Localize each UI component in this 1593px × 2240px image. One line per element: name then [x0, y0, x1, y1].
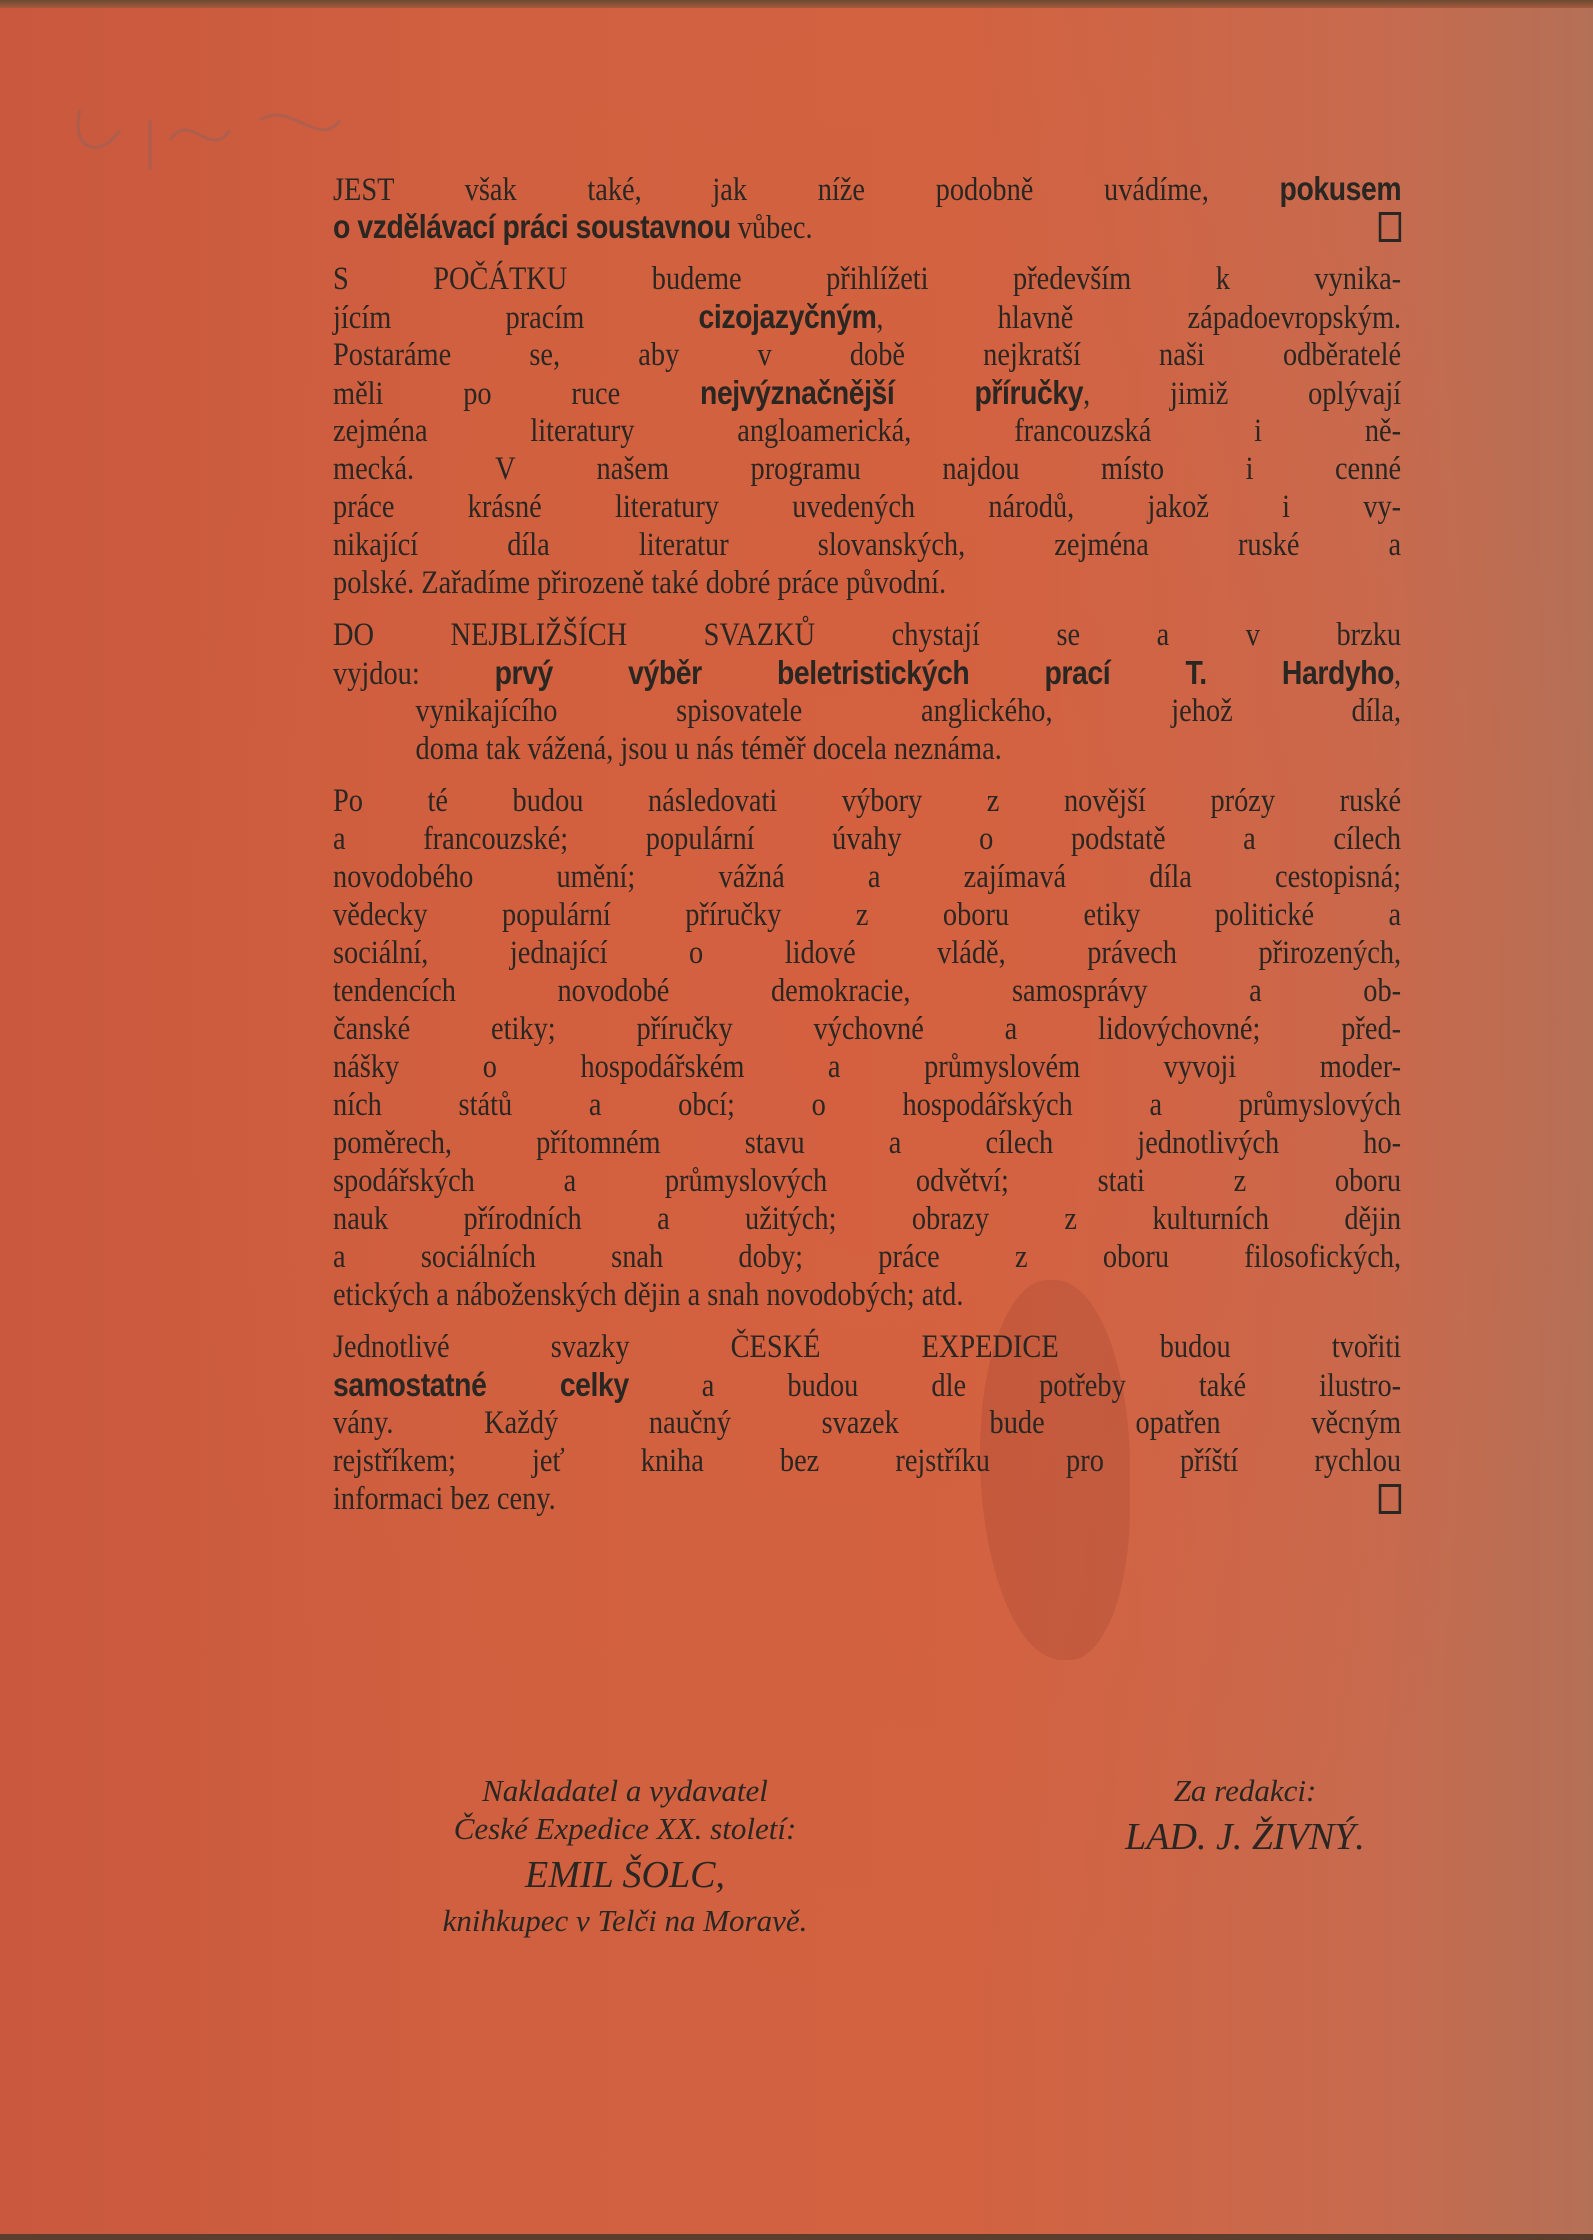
text-line [333, 616, 1401, 654]
text-line [333, 820, 1401, 858]
text-run: DO NEJBLIŽŠÍCH SVAZKŮ chystají se a v brzku [333, 617, 1402, 653]
text-run: sociální, jednající o lidové vládě, právech přirozených, [333, 935, 1402, 971]
text-line [333, 934, 1401, 972]
text-line [333, 972, 1401, 1010]
text-line [333, 1124, 1401, 1162]
text-run: a budou dle potřeby také ilustro- [628, 1368, 1402, 1404]
text-run: doma tak vážená, jsou u nás téměř docela neznáma. [415, 731, 1002, 767]
paper-bottom-edge [0, 2234, 1593, 2240]
paragraph-jednotlive [333, 1328, 1401, 1518]
text-line [333, 1442, 1401, 1480]
paragraph-s-pocatku [333, 260, 1401, 602]
text-run: nášky o hospodářském a průmyslovém vyvoji moder- [333, 1049, 1402, 1085]
text-line [333, 526, 1401, 564]
text-line [333, 782, 1401, 820]
text-line [333, 1238, 1401, 1276]
text-line [333, 208, 1401, 246]
text-run: zejména literatury angloamerická, francouzská i ně- [333, 413, 1402, 449]
paragraph-do-nejblizsich [333, 616, 1401, 768]
text-line [333, 1328, 1401, 1366]
text-line [333, 412, 1401, 450]
text-line [333, 374, 1401, 412]
text-run: etických a náboženských dějin a snah novodobých; atd. [333, 1277, 964, 1313]
text-run: nikající díla literatur slovanských, zejména ruské a [333, 527, 1402, 563]
text-line [333, 1276, 1401, 1314]
paragraph-po-te [333, 782, 1401, 1314]
text-run: Po té budou následovati výbory z novější prózy ruské [333, 783, 1402, 819]
text-line [333, 1480, 1401, 1518]
text-run: vědecky populární příručky z oboru etiky politické a [333, 897, 1402, 933]
text-line [333, 1366, 1401, 1404]
text-line [333, 858, 1401, 896]
text-run: , jimiž oplývají [1083, 376, 1402, 412]
bold-phrase: nejvýznačnější příručky [700, 374, 1084, 411]
text-line [333, 730, 1401, 768]
text-run: Jednotlivé svazky ČESKÉ EXPEDICE budou tvořiti [333, 1329, 1402, 1365]
text-line [333, 170, 1401, 208]
text-run: a francouzské; populární úvahy o podstatě a cílech [333, 821, 1402, 857]
text-run: polské. Zařadíme přirozeně také dobré práce původní. [333, 565, 947, 601]
text-run: jícím pracím [333, 300, 699, 336]
text-line [333, 896, 1401, 934]
bold-phrase: prvý výběr beletristických prací T. Hardyho [494, 654, 1395, 691]
text-line [333, 260, 1401, 298]
publisher-line-1: Nakladatel a vydavatel [482, 1773, 768, 1808]
text-line [333, 336, 1401, 374]
text-run: a sociálních snah doby; práce z oboru filosofických, [333, 1239, 1402, 1275]
text-line [333, 654, 1401, 692]
text-run: , hlavně západoevropským. [876, 300, 1402, 336]
text-run: informaci bez ceny. [333, 1481, 556, 1517]
text-line [333, 1162, 1401, 1200]
publisher-line-3: knihkupec v Telči na Moravě. [442, 1903, 808, 1938]
text-run: poměrech, přítomném stavu a cílech jednotlivých ho- [333, 1125, 1402, 1161]
text-run: mecká. V našem programu najdou místo i cenné [333, 451, 1402, 487]
text-run: spodářských a průmyslových odvětví; stati z oboru [333, 1163, 1402, 1199]
paragraph-intro [333, 170, 1401, 246]
main-text [333, 170, 1402, 1532]
text-run: vyjdou: [333, 656, 495, 692]
text-run: rejstříkem; jeť kniha bez rejstříku pro příští rychlou [333, 1443, 1402, 1479]
text-line [333, 450, 1401, 488]
text-run: S POČÁTKU budeme přihlížeti především k vynika- [333, 261, 1402, 297]
publisher-signature [345, 1772, 905, 1940]
publisher-name: EMIL ŠOLC, [525, 1854, 725, 1896]
text-line [333, 298, 1401, 336]
text-run: nauk přírodních a užitých; obrazy z kulturních dějin [333, 1201, 1402, 1237]
bold-phrase: cizojazyčným [698, 298, 877, 335]
text-run: měli po ruce [333, 376, 701, 412]
pencil-marks [40, 90, 360, 180]
editor-signature [1055, 1772, 1435, 1864]
text-run: čanské etiky; příručky výchovné a lidovýchovné; před- [333, 1011, 1402, 1047]
text-line [333, 1086, 1401, 1124]
text-run: vynikajícího spisovatele anglického, jehož díla, [415, 693, 1402, 729]
text-line [333, 1048, 1401, 1086]
text-run: ních států a obcí; o hospodářských a průmyslových [333, 1087, 1402, 1123]
text-run: tendencích novodobé demokracie, samosprávy a ob- [333, 973, 1402, 1009]
bold-phrase: o vzdělávací práci soustavnou [333, 208, 731, 245]
bold-phrase: samostatné celky [333, 1366, 629, 1403]
section-end-square-icon [1379, 1484, 1401, 1514]
text-line [333, 692, 1401, 730]
text-run: Postaráme se, aby v době nejkratší naši odběratelé [333, 337, 1402, 373]
text-line [333, 1200, 1401, 1238]
text-run: , [1394, 656, 1402, 692]
text-run: JEST však také, jak níže podobně uvádíme, [333, 172, 1280, 208]
text-run: práce krásné literatury uvedených národů, jakož i vy- [333, 489, 1402, 525]
editor-name: LAD. J. ŽIVNÝ. [1125, 1816, 1365, 1858]
text-line [333, 564, 1401, 602]
bold-phrase: pokusem [1279, 170, 1402, 207]
paper-top-edge [0, 0, 1593, 8]
text-line [333, 488, 1401, 526]
text-line [333, 1010, 1401, 1048]
text-line [333, 1404, 1401, 1442]
publisher-line-2: České Expedice XX. století: [453, 1811, 797, 1846]
section-end-square-icon [1379, 212, 1401, 242]
text-run: novodobého umění; vážná a zajímavá díla cestopisná; [333, 859, 1402, 895]
text-run: vůbec. [730, 210, 813, 246]
editor-line-1: Za redakci: [1173, 1773, 1317, 1808]
text-run: vány. Každý naučný svazek bude opatřen věcným [333, 1405, 1402, 1441]
